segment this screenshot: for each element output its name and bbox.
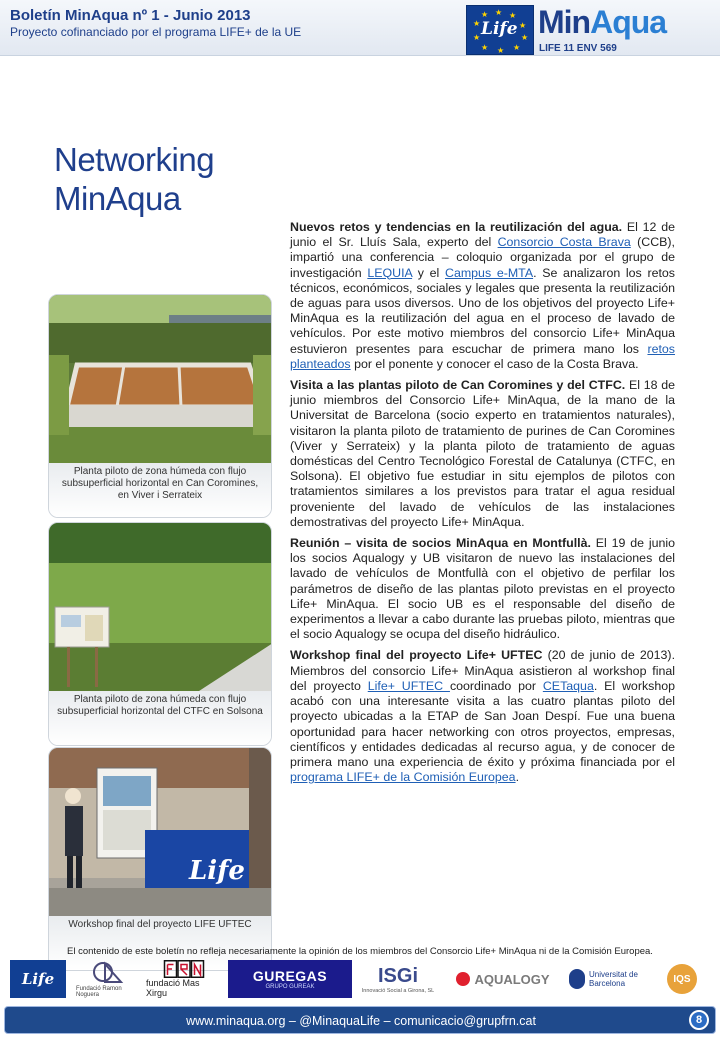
- footer-bar: [4, 1006, 716, 1034]
- page-title: Networking MinAqua: [54, 141, 215, 217]
- partner-life-text: Life: [21, 970, 55, 988]
- logo-text-aqua: Aqua: [590, 4, 667, 40]
- photo-can-coromines: [48, 294, 272, 518]
- partner-aqualogy-logo: [446, 960, 560, 998]
- text-span: El 19 de junio los socios Aqualogy y UB visitaron de nuevo las instalaciones del lavado de vehículos de Montfullà con el objetivo de perfilar los parámetros de diseño de las plantas piloto previstas en el proyecto Life+ MinAqua. El socio UB es el responsable del diseño de experimentos a llevar a cabo durante las pruebas piloto, mientras que el socio Aqualogy se ocupa del diseño hidráulico.: [290, 536, 675, 642]
- text-span: coordinado por: [449, 678, 543, 693]
- logo-text-min: Min: [538, 4, 591, 40]
- text-span: .: [515, 770, 520, 785]
- eu-life-logo: ★ ★ ★ ★ ★ ★ ★ ★ ★ ★ Life: [466, 5, 534, 55]
- link-programa-life[interactable]: programa LIFE+ de la Comisión Europea: [290, 770, 516, 785]
- text-span: El 12 de junio el Sr. Lluís Sala, experto del: [290, 220, 675, 250]
- text-span: por el ponente y conocer el caso de la Costa Brava.: [350, 356, 639, 371]
- partner-mas-xirgu-logo: [146, 960, 222, 998]
- wetland-photo-1: [49, 295, 271, 463]
- partner-fundacio-ramon-logo: [76, 960, 140, 998]
- eu-life-text: Life: [481, 19, 518, 39]
- newsletter-header: [0, 0, 720, 56]
- link-campus-emta[interactable]: Campus e-MTA: [445, 265, 534, 280]
- partner-logos: [10, 958, 710, 1000]
- photo-workshop-uftec: [48, 747, 272, 971]
- ub-shield-icon: [569, 969, 585, 989]
- page-number: 8: [689, 1010, 709, 1030]
- paragraph-retos-lead: Nuevos retos y tendencias en la reutilización del agua.: [290, 220, 623, 234]
- paragraph-visita: [290, 378, 675, 530]
- link-retos-planteados[interactable]: retos planteados: [290, 341, 675, 371]
- article-body: [290, 220, 675, 791]
- mas-xirgu-icon: [157, 960, 211, 978]
- aqualogy-icon: [456, 972, 470, 986]
- paragraph-workshop-lead: Workshop final del proyecto Life+ UFTEC: [290, 648, 543, 663]
- text-span: (20 de junio de 2013). Miembros del consorcio Life+ MinAqua asistieron al workshop final del proyecto: [290, 648, 676, 693]
- photo-caption-3: Workshop final del proyecto LIFE UFTEC: [49, 916, 271, 970]
- partner-iqs-text: IQS: [673, 973, 691, 985]
- photo-caption-1: Planta piloto de zona húmeda con flujo subsuperficial horizontal en Can Coromines, en Viver i Serrateix: [49, 463, 271, 517]
- disclaimer: El contenido de este boletín no refleja necesariamente la opinión de los miembros del Consorcio Life+ MinAqua ni de la Comisión Europea.: [67, 946, 653, 957]
- minaqua-logo: [538, 4, 666, 41]
- partner-iqs-logo: [658, 960, 706, 998]
- workshop-photo: [49, 748, 271, 916]
- text-span: . El workshop acabó con una interesante visita a las cuatro plantas piloto del proyecto ubicadas a la ETAP de San Joan Despí. Fue una buena oportunidad para hacer networking con otros proyectos, empresas, científicos y entidades dedicadas al recurso agua, y de conocer de primera mano una experiencia de éxito y próxima financiada por el: [290, 678, 676, 769]
- text-span: . Se analizaron los retos técnicos, económicos, sociales y legales que presenta la reutilización de aguas para usos diversos. Uno de los objetivos del proyecto Life+ MinAqua es la reutilización del agua en el proceso de lavado de vehículos. Por este motivo miembros del consorcio Life+ MinAqua estuvieron presentes para escuchar de primera mano los: [290, 265, 675, 356]
- footer-contact[interactable]: www.minaqua.org – @MinaquaLife – comunicacio@grupfrn.cat: [186, 1014, 536, 1028]
- partner-guregas-logo: [228, 960, 352, 998]
- life-code: LIFE 11 ENV 569: [539, 43, 617, 54]
- partner-isgi-logo: [356, 960, 440, 998]
- paragraph-workshop: [290, 648, 675, 785]
- photo-caption-2: Planta piloto de zona húmeda con flujo subsuperficial horizontal del CTFC en Solsona: [49, 691, 271, 745]
- partner-mas-xirgu-text: fundació Mas Xirgu: [146, 978, 200, 998]
- partner-aqualogy-text: AQUALOGY: [474, 971, 550, 987]
- fundacio-ramon-icon: [91, 960, 125, 986]
- partner-isgi-text: ISGi: [377, 964, 418, 987]
- link-consorcio-costa-brava[interactable]: Consorcio Costa Brava: [497, 235, 631, 250]
- paragraph-reunion: [290, 536, 675, 642]
- text-span: (CCB), impartió una conferencia – coloquio organizada por el grupo de investigación: [290, 235, 675, 280]
- partner-fundacio-ramon-text: Fundació Ramon Noguera: [76, 986, 122, 998]
- text-span: El 18 de junio miembros del Consorcio Life+ MinAqua, de la mano de la Universitat de Barcelona (socio experto en tratamientos naturales), visitaron la planta piloto de tratamiento de purines de Can Coromines (Viver y Serrateix) y la planta piloto de tratamiento de aguas domésticas del Centro Tecnológico Forestal de Catalunya (CTFC, en Solsona). El objetivo fue estudiar in situ ejemplos de pilotos con tratamientos similares a los previstos para tratar el agua residual proveniente del lavado de vehículos de las instalaciones demostrativas del proyecto Life+ MinAqua.: [290, 378, 675, 529]
- text-span: y el: [412, 265, 445, 280]
- partner-ub-text: Universitat de Barcelona: [589, 970, 638, 988]
- link-cetaqua[interactable]: CETaqua: [542, 678, 594, 693]
- partner-ub-logo: [564, 960, 654, 998]
- paragraph-visita-lead: Visita a las plantas piloto de Can Coromines y del CTFC.: [290, 378, 626, 393]
- link-life-uftec[interactable]: Life+ UFTEC: [367, 678, 450, 693]
- partner-life-logo: [10, 960, 66, 998]
- newsletter-subtitle: Proyecto cofinanciado por el programa LIFE+ de la UE: [10, 25, 302, 39]
- photo-ctfc-solsona: [48, 522, 272, 746]
- life-banner-text: Life: [189, 856, 245, 886]
- partner-guregas-sub: GRUPO GUREAK: [265, 984, 315, 990]
- partner-isgi-sub: Innovació Social a Girona, SL: [361, 987, 435, 994]
- wetland-photo-2: [49, 523, 271, 691]
- paragraph-reunion-lead: Reunión – visita de socios MinAqua en Montfullà.: [290, 536, 591, 551]
- partner-guregas-text: GUREGAS: [252, 968, 328, 984]
- link-lequia[interactable]: LEQUIA: [367, 265, 413, 280]
- newsletter-title: Boletín MinAqua nº 1 - Junio 2013: [10, 7, 251, 24]
- paragraph-retos: [290, 220, 675, 372]
